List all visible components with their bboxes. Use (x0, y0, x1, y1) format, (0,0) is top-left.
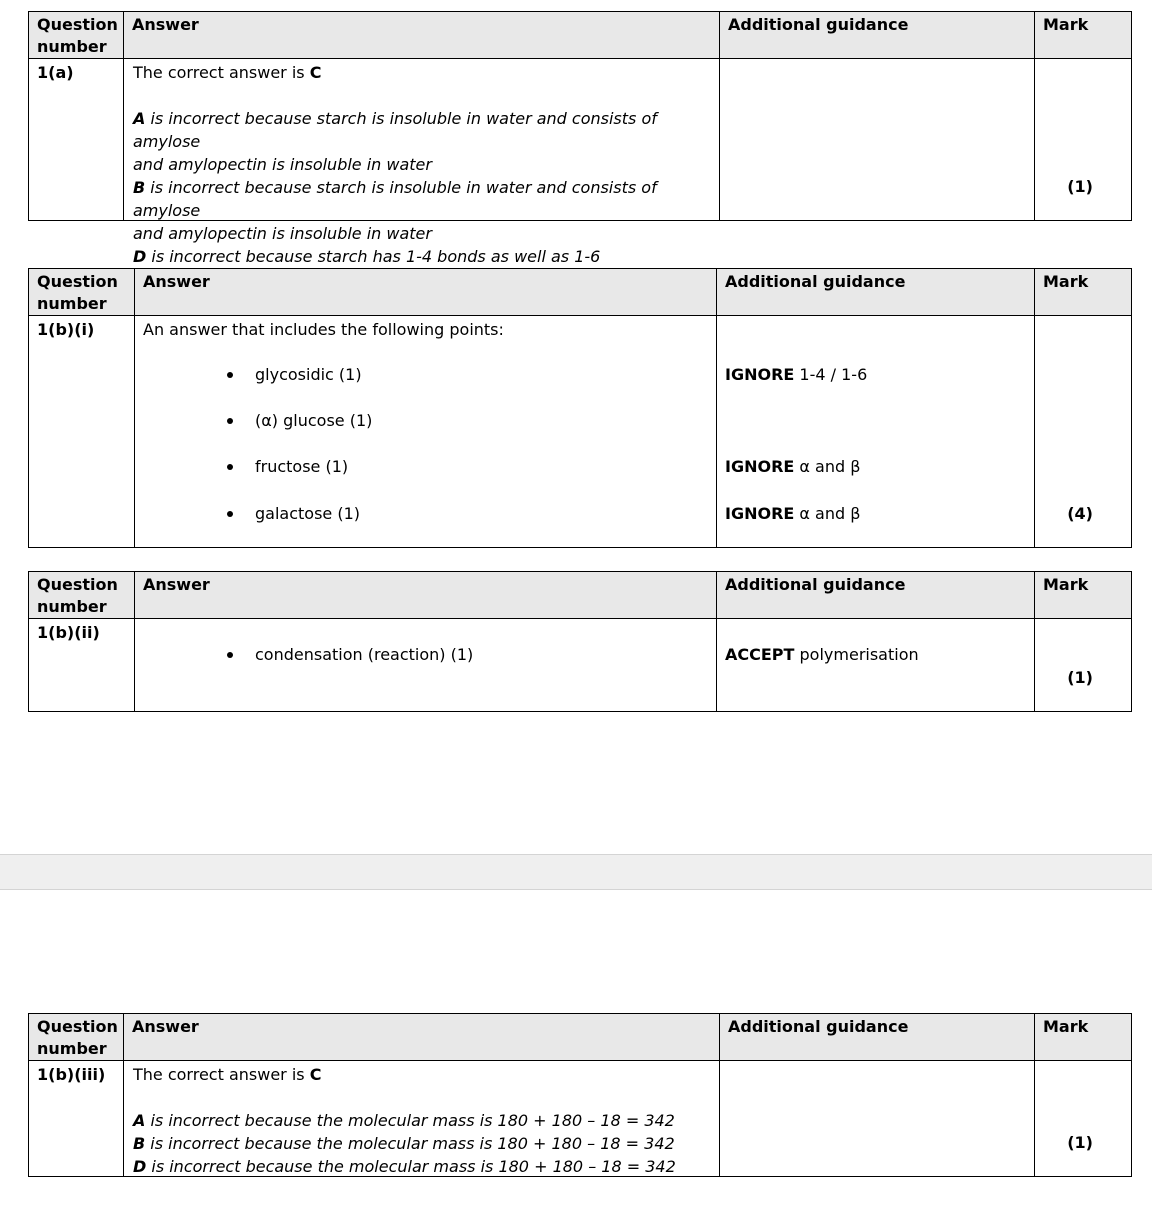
header-answer: Answer (123, 12, 719, 58)
table-row (29, 1061, 1131, 1177)
mark-cell (1034, 59, 1131, 221)
table-row (29, 316, 1131, 548)
page-break (0, 854, 1152, 890)
distractor-line: B is incorrect because the molecular mass is 180 + 180 – 18 = 342 (133, 1134, 675, 1153)
header-mark: Mark (1034, 1014, 1131, 1060)
question-number: 1(b)(ii) (37, 623, 100, 642)
distractor-line: A is incorrect because starch is insoluble in water and consists of amylose (133, 109, 657, 151)
mark-cell (1034, 1061, 1131, 1177)
list-item: fructose (1) (227, 455, 348, 478)
guidance-cell (719, 59, 1034, 221)
header-guidance: Additional guidance (716, 572, 1034, 618)
table-header (29, 1014, 1131, 1061)
guidance-line: ACCEPT polymerisation (725, 645, 919, 664)
header-mark: Mark (1034, 12, 1131, 58)
header-question-number: Question number (37, 575, 118, 616)
header-guidance: Additional guidance (716, 269, 1034, 315)
table-row (29, 59, 1131, 266)
answer-cell (134, 316, 716, 548)
list-item: (α) glucose (1) (227, 409, 372, 432)
answer-intro: An answer that includes the following points: (143, 320, 504, 339)
answer-intro: The correct answer is C (133, 1065, 322, 1084)
table-header (29, 572, 1131, 619)
list-item: condensation (reaction) (1) (227, 643, 473, 666)
header-question-number: Question number (37, 15, 118, 56)
mark-value: (1) (1067, 668, 1093, 687)
guidance-cell (719, 1061, 1034, 1177)
header-answer: Answer (123, 1014, 719, 1060)
answer-intro: The correct answer is C (133, 63, 322, 82)
header-guidance: Additional guidance (719, 12, 1034, 58)
mark-value: (4) (1067, 504, 1093, 523)
table-header (29, 269, 1131, 316)
question-number: 1(a) (37, 63, 74, 82)
header-question-number: Question number (37, 1017, 118, 1058)
header-answer: Answer (134, 572, 716, 618)
guidance-line: IGNORE α and β (725, 504, 861, 523)
question-table-1bi (28, 268, 1132, 548)
bullet-icon (227, 372, 233, 378)
mark-cell (1034, 619, 1131, 712)
header-answer: Answer (134, 269, 716, 315)
distractor-line: and amylopectin is insoluble in water (133, 224, 432, 243)
table-header (29, 12, 1131, 59)
question-number: 1(b)(i) (37, 320, 95, 339)
guidance-line: IGNORE α and β (725, 457, 861, 476)
distractor-line: A is incorrect because the molecular mass is 180 + 180 – 18 = 342 (133, 1111, 675, 1130)
header-question-number: Question number (37, 272, 118, 313)
bullet-icon (227, 464, 233, 470)
distractor-line: and amylopectin is insoluble in water (133, 155, 432, 174)
question-number: 1(b)(iii) (37, 1065, 106, 1084)
question-table-1bii (28, 571, 1132, 712)
bullet-icon (227, 511, 233, 517)
bullet-icon (227, 652, 233, 658)
question-table-1a (28, 11, 1132, 266)
answer-cell (123, 1061, 719, 1177)
answer-cell (134, 619, 716, 712)
mark-cell (1034, 316, 1131, 548)
header-mark: Mark (1034, 269, 1131, 315)
guidance-cell (716, 316, 1034, 548)
mark-value: (1) (1067, 177, 1093, 196)
question-table-1biii (28, 1013, 1132, 1177)
list-item: galactose (1) (227, 502, 360, 525)
mark-value: (1) (1067, 1133, 1093, 1152)
answer-cell (123, 59, 719, 266)
guidance-cell (716, 619, 1034, 712)
list-item: glycosidic (1) (227, 363, 362, 386)
bullet-icon (227, 418, 233, 424)
distractor-line: B is incorrect because starch is insoluble in water and consists of amylose (133, 178, 657, 220)
header-mark: Mark (1034, 572, 1131, 618)
distractor-line: D is incorrect because the molecular mass is 180 + 180 – 18 = 342 (133, 1157, 676, 1176)
guidance-line: IGNORE 1-4 / 1-6 (725, 365, 868, 384)
table-row (29, 619, 1131, 712)
distractor-line: D is incorrect because starch has 1-4 bonds as well as 1-6 (133, 247, 601, 266)
header-guidance: Additional guidance (719, 1014, 1034, 1060)
